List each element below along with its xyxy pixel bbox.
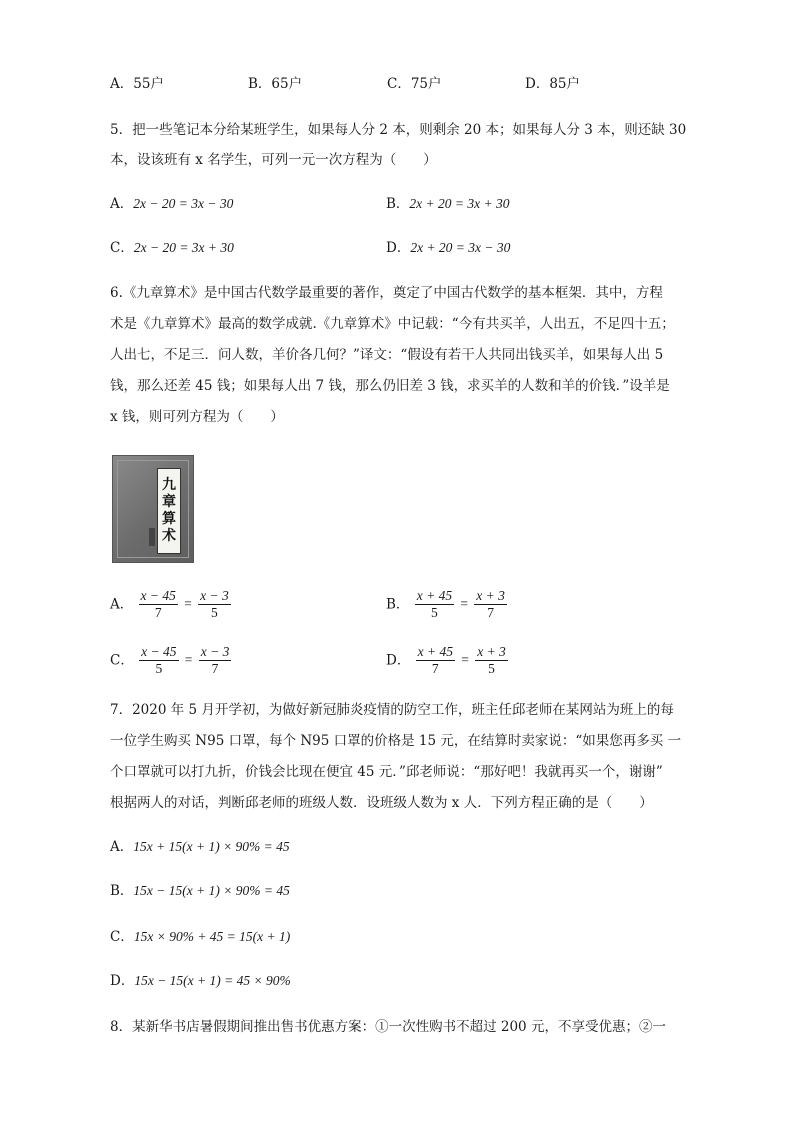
q7-option-b-equation: 15x − 15(x + 1) × 90% = 45	[133, 883, 290, 898]
fraction	[199, 644, 232, 677]
fraction	[198, 588, 231, 621]
q5-option-b-equation: 2x + 20 = 3x + 30	[409, 196, 510, 211]
fraction-denominator: 7	[431, 661, 439, 676]
q4-option-c: C．75户	[387, 76, 442, 92]
q7-option-c-label: C．	[110, 929, 134, 945]
equals-sign: =	[461, 652, 469, 667]
q5-stem-line1: 5．把一些笔记本分给某班学生，如果每人分 2 本，则剩余 20 本；如果每人分 3 本，则还缺 30	[110, 122, 687, 138]
fraction	[139, 644, 178, 677]
q8-stem-line1: 8．某新华书店暑假期间推出售书优惠方案：①一次性购书不超过 200 元，不享受优惠；②一	[110, 1019, 666, 1035]
q7-option-b-label: B．	[110, 883, 134, 899]
q5-stem-line2: 本，设该班有 x 名学生，可列一元一次方程为（ ）	[110, 152, 437, 168]
q6-option-a-label: A．	[110, 596, 134, 613]
fraction-numerator: x + 3	[477, 644, 506, 659]
fraction	[475, 644, 508, 677]
book-title-char: 术	[162, 528, 176, 544]
q5-option-d-label: D．	[386, 240, 411, 256]
q7-option-d	[110, 971, 291, 991]
q6-stem-line4: 钱，那么还差 45 钱；如果每人出 7 钱，那么仍旧差 3 钱，求买羊的人数和羊的价钱．”设羊是	[110, 378, 670, 394]
q5-option-d-equation: 2x + 20 = 3x − 30	[410, 240, 511, 255]
fraction-denominator: 7	[211, 661, 219, 676]
q6-option-c	[110, 644, 232, 677]
q7-option-d-equation: 15x − 15(x + 1) = 45 × 90%	[134, 973, 291, 988]
q7-stem-line2: 一位学生购买 N95 口罩，每个 N95 口罩的价格是 15 元，在结算时卖家说：“如果您再多买 一	[110, 733, 682, 749]
q7-option-c-equation: 15x × 90% + 45 = 15(x + 1)	[133, 929, 291, 944]
q6-option-d-label: D．	[386, 652, 411, 669]
q6-stem-line1: 6.《九章算术》是中国古代数学最重要的著作，奠定了中国古代数学的基本框架．其中，方程	[110, 285, 663, 301]
q7-option-a-equation: 15x + 15(x + 1) × 90% = 45	[133, 839, 290, 854]
q5-option-b	[386, 194, 510, 214]
q7-option-a-label: A．	[110, 839, 134, 855]
q6-option-c-label: C．	[110, 652, 134, 669]
fraction-numerator: x − 45	[141, 644, 177, 659]
fraction-numerator: x + 3	[476, 588, 505, 603]
book-title-char: 算	[162, 511, 176, 527]
q5-option-a-equation: 2x − 20 = 3x − 30	[133, 196, 234, 211]
book-title-char: 章	[162, 494, 176, 510]
q5-option-c	[110, 238, 234, 258]
q5-option-c-label: C．	[110, 240, 134, 256]
q7-option-a	[110, 837, 290, 857]
q5-option-b-label: B．	[386, 196, 410, 212]
equals-sign: =	[184, 596, 192, 611]
q7-stem-line4: 根据两人的对话，判断邱老师的班级人数．设班级人数为 x 人．下列方程正确的是（ ）	[110, 795, 653, 811]
fraction-numerator: x − 3	[200, 644, 230, 659]
fraction-denominator: 7	[487, 605, 494, 620]
book-cover-image	[112, 455, 194, 563]
fraction-denominator: 5	[431, 605, 438, 620]
fraction	[415, 588, 454, 621]
q6-stem-line3: 人出七，不足三．问人数，羊价各几何？”译文：“假设有若干人共同出钱买羊，如果每人出 5	[110, 347, 664, 363]
q6-stem-line2: 术是《九章算术》最高的数学成就.《九章算术》中记载：“今有共买羊，人出五，不足四十五；	[110, 316, 675, 332]
fraction	[139, 588, 178, 621]
q6-option-b-label: B．	[386, 596, 410, 613]
fraction-numerator: x − 45	[140, 588, 176, 603]
q6-option-a	[110, 588, 232, 621]
book-title-char: 九	[162, 477, 176, 493]
q5-option-c-equation: 2x − 20 = 3x + 30	[133, 240, 234, 255]
q6-option-d	[386, 644, 509, 677]
q7-stem-line3: 个口罩就可以打九折，价钱会比现在便宜 45 元．”邱老师说：“那好吧！我就再买一个，谢谢”	[110, 764, 663, 780]
q4-option-a: A．55户	[110, 76, 164, 92]
fraction-numerator: x − 3	[200, 588, 229, 603]
fraction-denominator: 7	[154, 605, 162, 620]
fraction-denominator: 5	[488, 661, 495, 676]
fraction-denominator: 5	[155, 661, 163, 676]
book-cover-stamp	[149, 528, 155, 546]
q6-option-b	[386, 588, 508, 621]
q7-option-b	[110, 881, 290, 901]
q5-option-a-label: A．	[110, 196, 134, 212]
q5-option-a	[110, 194, 233, 214]
equals-sign: =	[184, 652, 193, 667]
q7-stem-line1: 7．2020 年 5 月开学初，为做好新冠肺炎疫情的防空工作，班主任邱老师在某网站为班上的每	[110, 702, 674, 718]
fraction	[416, 644, 455, 677]
q4-option-d: D．85户	[525, 76, 581, 92]
fraction-numerator: x + 45	[417, 644, 453, 659]
fraction-denominator: 5	[211, 605, 218, 620]
equals-sign: =	[460, 596, 468, 611]
fraction	[474, 588, 507, 621]
book-title-label	[157, 468, 181, 554]
q7-option-c	[110, 927, 290, 947]
q5-option-d	[386, 238, 510, 258]
q4-option-b: B．65户	[248, 76, 303, 92]
q6-stem-line5: x 钱，则可列方程为（ ）	[110, 409, 284, 425]
fraction-numerator: x + 45	[416, 588, 453, 603]
q7-option-d-label: D．	[110, 973, 135, 989]
